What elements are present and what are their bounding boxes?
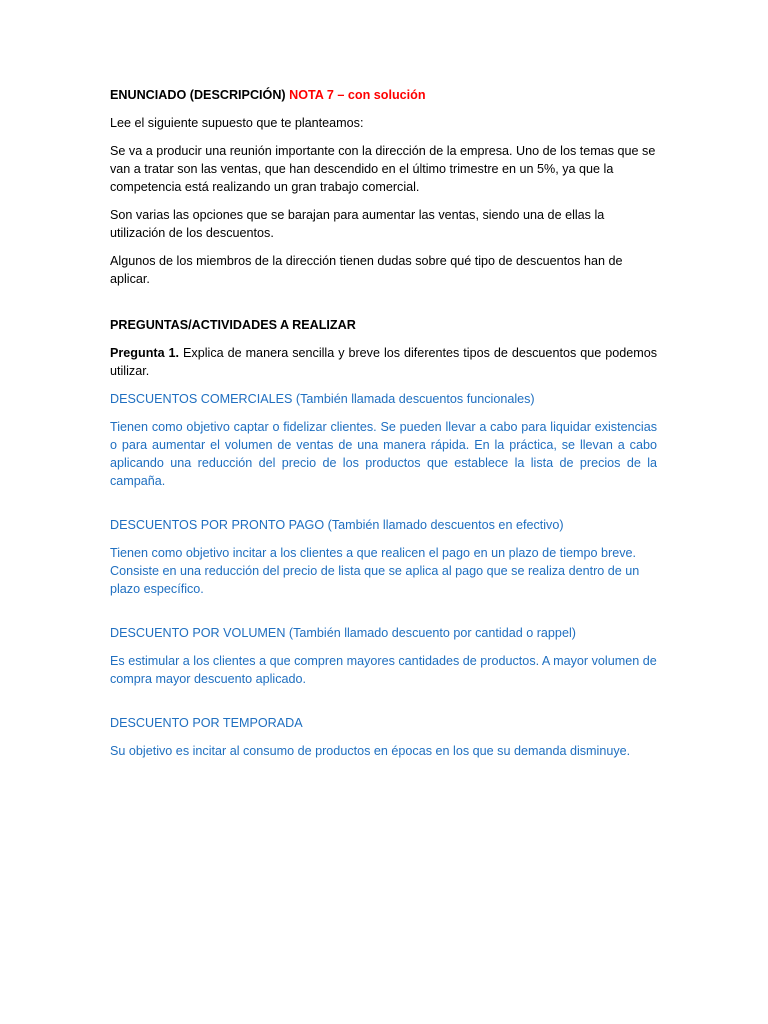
intro-paragraph-2: Se va a producir una reunión importante con la dirección de la empresa. Uno de los temas que se van a tratar son las ventas, que han descendido en el último trimestre en un 5%, ya que la competencia está realizando un gran trabajo comercial. <box>110 144 656 194</box>
answer-4-title: DESCUENTO POR TEMPORADA <box>110 716 303 730</box>
answer-3-title: DESCUENTO POR VOLUMEN (También llamado descuento por cantidad o rappel) <box>110 626 576 640</box>
question-1-text: Explica de manera sencilla y breve los diferentes tipos de descuentos que podemos utilizar. <box>110 346 657 378</box>
title-main: ENUNCIADO (DESCRIPCIÓN) <box>110 88 286 102</box>
title-note: NOTA 7 – con solución <box>289 88 426 102</box>
intro-paragraph-1: Lee el siguiente supuesto que te planteamos: <box>110 116 364 130</box>
questions-heading: PREGUNTAS/ACTIVIDADES A REALIZAR <box>110 318 356 332</box>
answer-4-body: Su objetivo es incitar al consumo de productos en épocas en los que su demanda disminuye. <box>110 744 631 758</box>
answer-2-title: DESCUENTOS POR PRONTO PAGO (También llamado descuentos en efectivo) <box>110 518 564 532</box>
document-title <box>110 86 657 104</box>
document-page <box>110 86 657 760</box>
question-1-label: Pregunta 1. <box>110 346 180 360</box>
answer-2-body: Tienen como objetivo incitar a los clientes a que realicen el pago en un plazo de tiempo breve. Consiste en una reducción del precio de lista que se aplica al pago que se realiza dentro de un plazo específico. <box>110 546 640 596</box>
intro-paragraph-4: Algunos de los miembros de la dirección tienen dudas sobre qué tipo de descuentos han de aplicar. <box>110 254 623 286</box>
answer-1-body: Tienen como objetivo captar o fidelizar clientes. Se pueden llevar a cabo para liquidar existencias o para aumentar el volumen de ventas de una manera rápida. En la práctica, se llevan a cabo aplicando una reducción del precio de los productos que establece la lista de precios de la campaña. <box>110 420 657 488</box>
intro-paragraph-3: Son varias las opciones que se barajan para aumentar las ventas, siendo una de ellas la utilización de los descuentos. <box>110 208 605 240</box>
answer-3-body: Es estimular a los clientes a que compren mayores cantidades de productos. A mayor volumen de compra mayor descuento aplicado. <box>110 654 657 686</box>
question-1 <box>110 344 657 380</box>
answer-1-title: DESCUENTOS COMERCIALES (También llamada descuentos funcionales) <box>110 392 535 406</box>
